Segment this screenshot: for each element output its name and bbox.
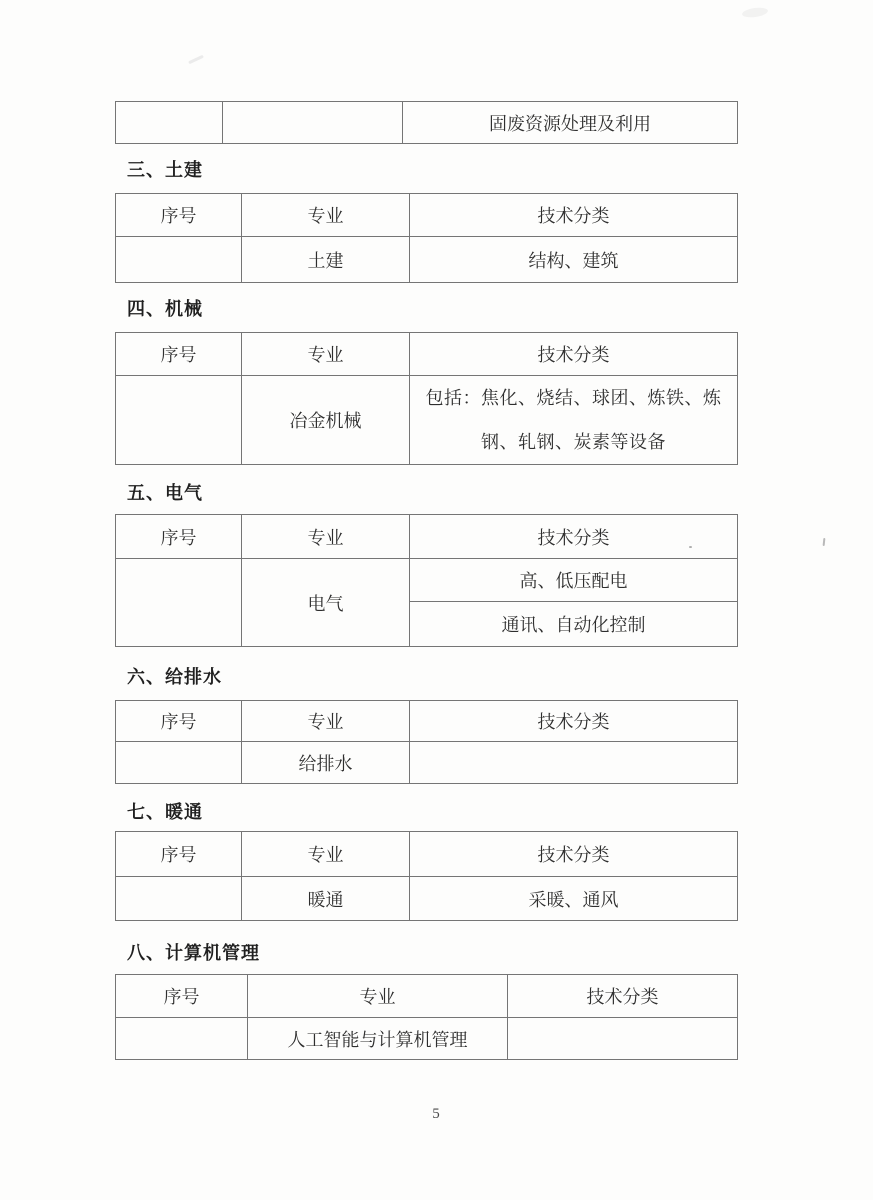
seq-cell: [116, 877, 242, 921]
table-header-row: [116, 975, 738, 1018]
section-heading-plumbing: 六、给排水: [127, 667, 222, 687]
table-computer: [115, 974, 738, 1060]
section-heading-hvac: 七、暖通: [127, 802, 203, 822]
tech-cell: [508, 1018, 738, 1060]
section-heading-electrical: 五、电气: [127, 483, 203, 503]
tech-header: 技术分类: [410, 515, 738, 559]
table-row: [116, 559, 738, 602]
seq-cell: [116, 237, 242, 283]
table-mechanical: [115, 332, 738, 465]
tech-header: 技术分类: [410, 832, 738, 877]
seq-header: 序号: [116, 832, 242, 877]
table-row: [116, 877, 738, 921]
carryover-table: [115, 101, 738, 144]
table-plumbing: [115, 700, 738, 784]
specialty-cell: [223, 102, 403, 144]
seq-header: 序号: [116, 515, 242, 559]
table-civil: [115, 193, 738, 283]
page-number: 5: [432, 1106, 441, 1122]
specialty-cell: 冶金机械: [242, 376, 410, 465]
specialty-cell: 给排水: [242, 742, 410, 784]
seq-header: 序号: [116, 194, 242, 237]
seq-header: 序号: [116, 975, 248, 1018]
tech-cell: 包括：焦化、烧结、球团、炼铁、炼钢、轧钢、炭素等设备: [410, 376, 738, 465]
specialty-header: 专业: [242, 515, 410, 559]
scan-artifact: [742, 6, 769, 19]
table-header-row: [116, 333, 738, 376]
seq-cell: [116, 1018, 248, 1060]
tech-cell: 采暖、通风: [410, 877, 738, 921]
scan-artifact: [823, 538, 826, 546]
table-header-row: [116, 515, 738, 559]
seq-cell: [116, 102, 223, 144]
table-header-row: [116, 194, 738, 237]
tech-cell: 高、低压配电: [410, 559, 738, 602]
seq-cell: [116, 376, 242, 465]
seq-header: 序号: [116, 333, 242, 376]
seq-cell: [116, 742, 242, 784]
table-row: [116, 742, 738, 784]
document-content: [115, 101, 755, 1060]
scan-artifact: [188, 55, 204, 64]
table-row: [116, 237, 738, 283]
specialty-cell: 土建: [242, 237, 410, 283]
seq-header: 序号: [116, 701, 242, 742]
table-header-row: [116, 832, 738, 877]
section-heading-mechanical: 四、机械: [127, 299, 203, 319]
specialty-header: 专业: [242, 194, 410, 237]
section-heading-computer: 八、计算机管理: [127, 943, 260, 963]
table-hvac: [115, 831, 738, 921]
tech-cell: [410, 742, 738, 784]
section-heading-civil: 三、土建: [127, 160, 203, 180]
specialty-cell: 电气: [242, 559, 410, 647]
table-row: [116, 102, 738, 144]
specialty-header: 专业: [242, 701, 410, 742]
table-row: [116, 376, 738, 465]
tech-cell: 固废资源处理及利用: [403, 102, 738, 144]
specialty-cell: 人工智能与计算机管理: [248, 1018, 508, 1060]
tech-header: 技术分类: [410, 194, 738, 237]
tech-header: 技术分类: [410, 701, 738, 742]
tech-cell: 结构、建筑: [410, 237, 738, 283]
tech-cell: 通讯、自动化控制: [410, 602, 738, 647]
table-header-row: [116, 701, 738, 742]
specialty-header: 专业: [248, 975, 508, 1018]
specialty-cell: 暖通: [242, 877, 410, 921]
table-row: [116, 1018, 738, 1060]
specialty-header: 专业: [242, 333, 410, 376]
tech-header: 技术分类: [508, 975, 738, 1018]
tech-header: 技术分类: [410, 333, 738, 376]
seq-cell: [116, 559, 242, 647]
table-electrical: [115, 514, 738, 647]
specialty-header: 专业: [242, 832, 410, 877]
